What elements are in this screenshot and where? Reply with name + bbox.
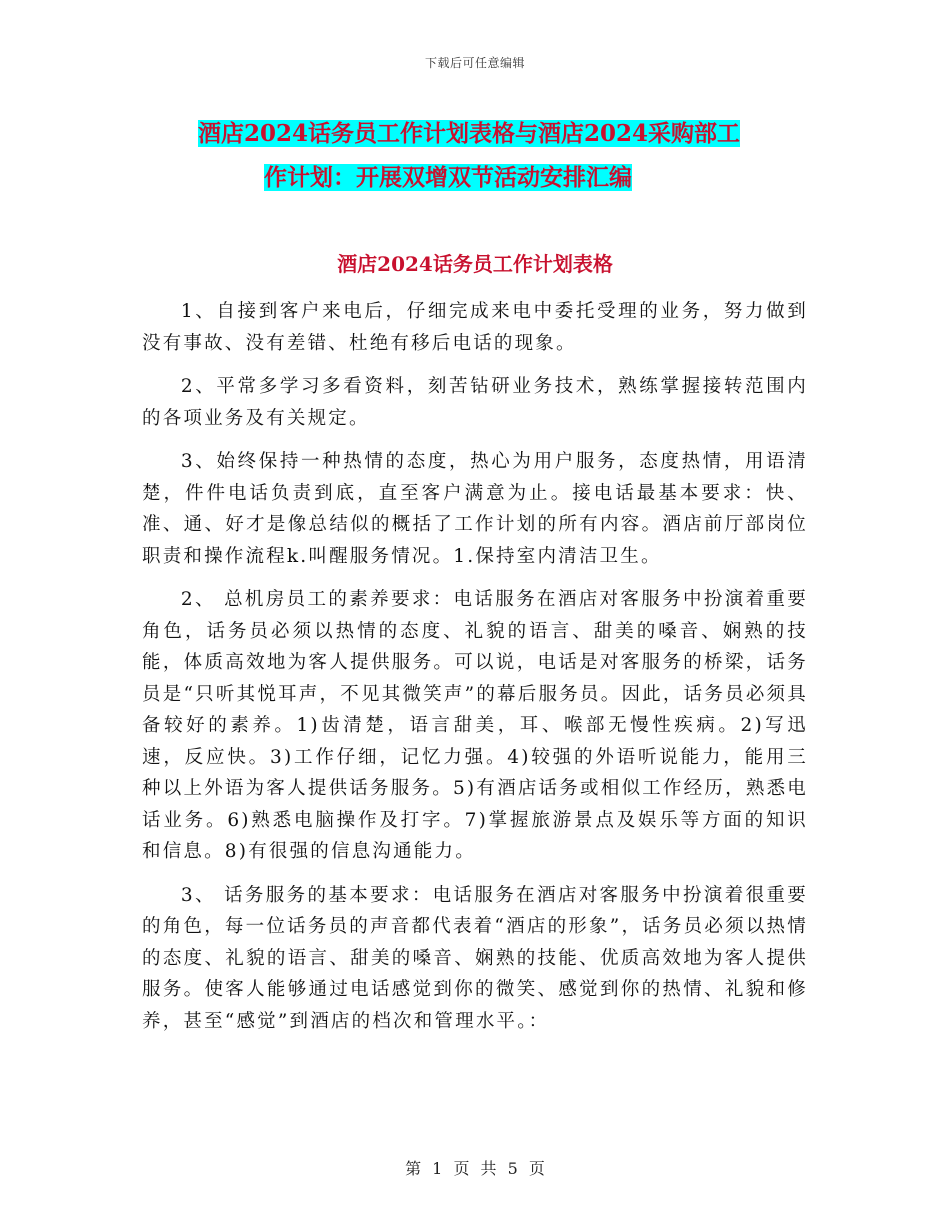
- section-heading: 酒店2024话务员工作计划表格: [337, 252, 613, 276]
- title-line-2: [150, 156, 830, 200]
- paragraph: 1、自接到客户来电后，仔细完成来电中委托受理的业务，努力做到没有事故、没有差错、杜绝有移后电话的现象。: [142, 301, 808, 354]
- paragraph: 3、 话务服务的基本要求：电话服务在酒店对客服务中扮演着很重要的角色，每一位话务员的声音都代表着“酒店的形象”，话务员必须以热情的态度、礼貌的语言、甜美的嗓音、娴熟的技能、优质高效地为客人提供服务。使客人能够通过电话感觉到你的微笑、感觉到你的热情、礼貌和修养，甚至“感觉”到酒店的档次和管理水平。：: [142, 884, 808, 1032]
- paragraph: 2、平常多学习多看资料，刻苦钻研业务技术，熟练掌握接转范围内的各项业务及有关规定。: [142, 376, 808, 429]
- page-footer: 第 1 页 共 5 页: [405, 1159, 545, 1178]
- header-note: 下载后可任意编辑: [424, 56, 525, 70]
- document-title: [150, 112, 830, 200]
- paragraph: 3、始终保持一种热情的态度，热心为用户服务，态度热情，用语清楚，件件电话负责到底，直至客户满意为止。接电话最基本要求：快、准、通、好才是像总结似的概括了工作计划的所有内容。酒店前厅部岗位职责和操作流程k.叫醒服务情况。1.保持室内清洁卫生。: [142, 451, 808, 567]
- paragraph: 2、 总机房员工的素养要求：电话服务在酒店对客服务中扮演着重要角色，话务员必须以热情的态度、礼貌的语言、甜美的嗓音、娴熟的技能，体质高效地为客人提供服务。可以说，电话是对客服务的桥梁，话务员是“只听其悦耳声，不见其微笑声”的幕后服务员。因此，话务员必须具备较好的素养。1)齿清楚，语言甜美，耳、喉部无慢性疾病。2)写迅速，反应快。3)工作仔细，记忆力强。4)较强的外语听说能力，能用三种以上外语为客人提供话务服务。5)有酒店话务或相似工作经历，熟悉电话业务。6)熟悉电脑操作及打字。7)掌握旅游景点及娱乐等方面的知识和信息。8)有很强的信息沟通能力。: [142, 589, 808, 862]
- title-line-1-text: 酒店2024话务员工作计划表格与酒店2024采购部工: [198, 120, 741, 147]
- title-line-1: [150, 112, 830, 156]
- body-text: [142, 296, 808, 1049]
- title-line-2-text: 作计划：开展双增双节活动安排汇编: [264, 164, 632, 191]
